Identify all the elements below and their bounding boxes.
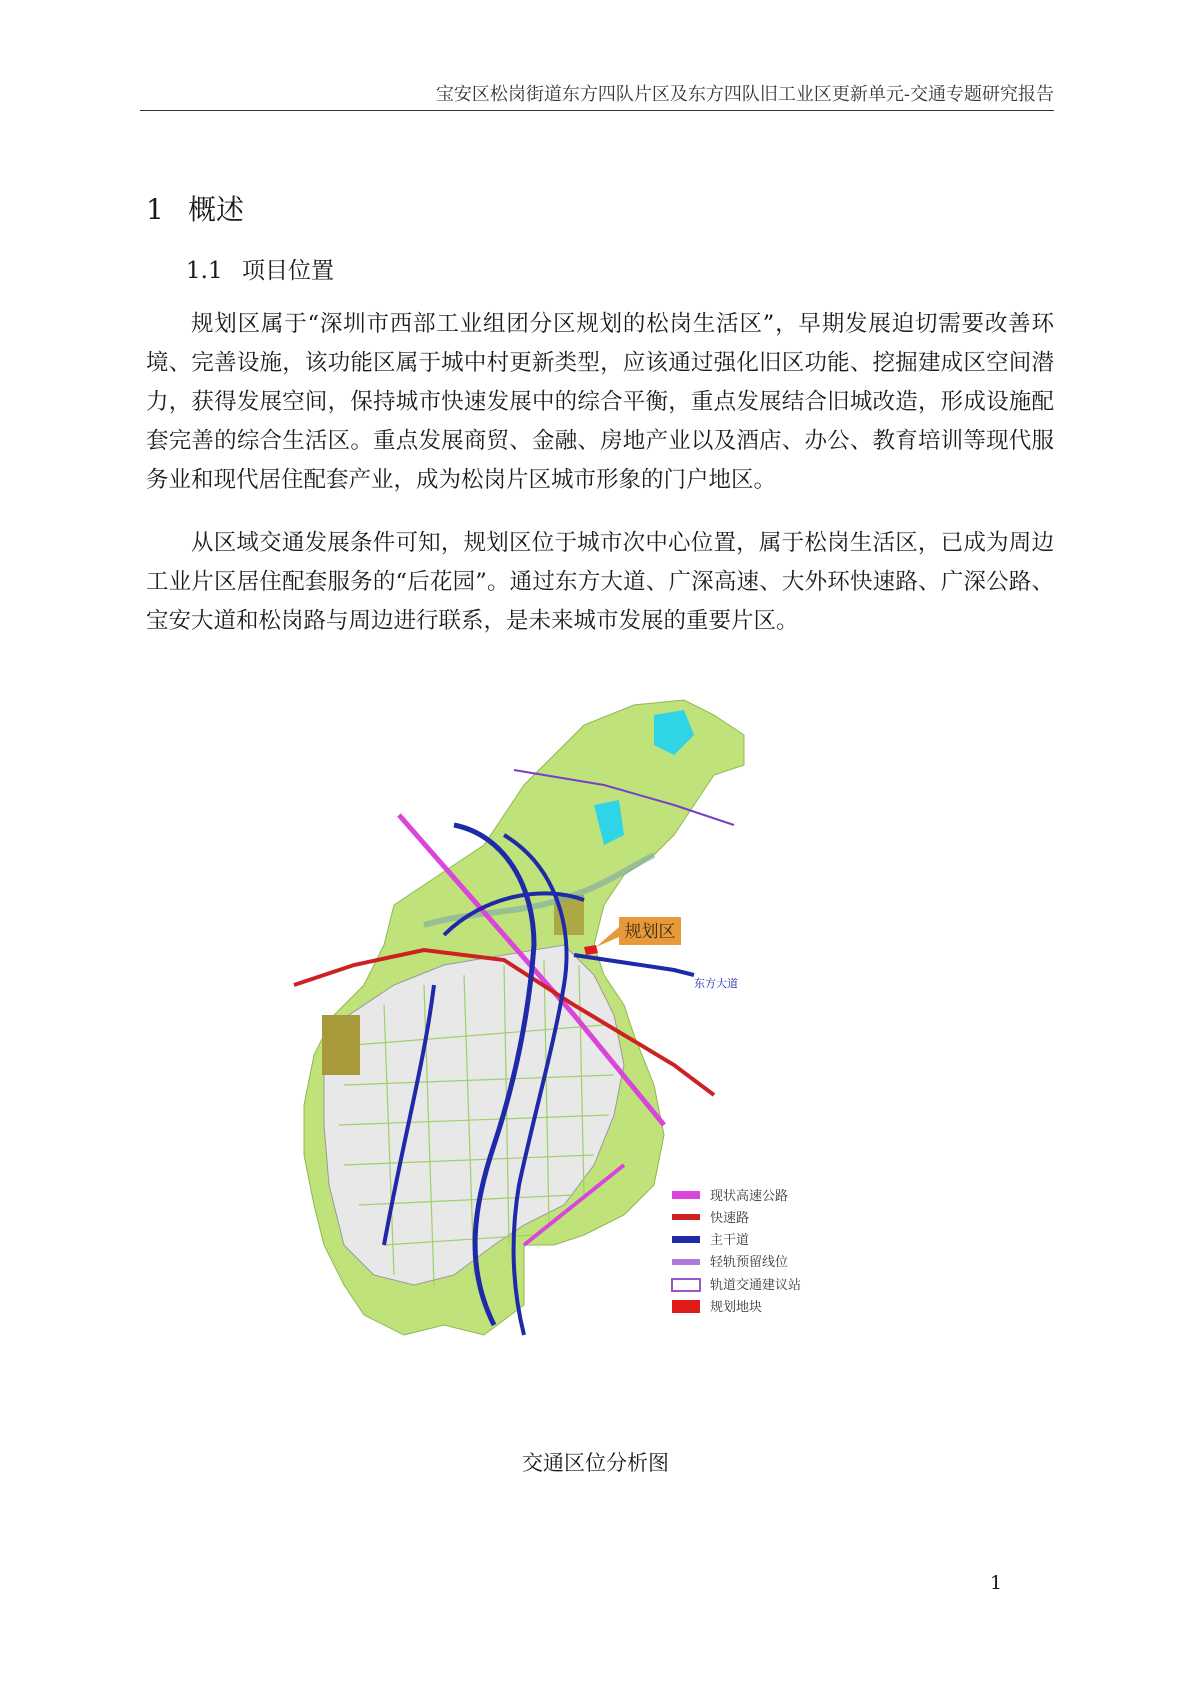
planning-area-callout [596,917,681,947]
traffic-location-map [274,685,914,1420]
legend-item-rail-station [672,1277,801,1293]
legend-label-rail-station: 轨道交通建议站 [710,1278,802,1293]
body-paragraph-2: 从区域交通发展条件可知，规划区位于城市次中心位置，属于松岗生活区，已成为周边工业片区居住配套服务的“后花园”。通过东方大道、广深高速、大外环快速路、广深公路、宝安大道和松岗路与周边进行联系，是未来城市发展的重要片区。 [146,530,1054,634]
legend-item-trunk-road [672,1233,749,1248]
legend-label-light-rail: 轻轨预留线位 [710,1255,789,1270]
subsection-heading [186,254,334,288]
olive-parcel-1 [322,1015,360,1075]
section-number: 1 [146,193,164,226]
planning-area-callout-text: 规划区 [624,922,676,942]
legend-item-expressway [672,1188,788,1204]
map-legend [672,1188,801,1315]
section-title: 概述 [188,193,245,226]
legend-item-planning-parcel [672,1299,762,1315]
running-header-title: 宝安区松岗街道东方四队片区及东方四队旧工业区更新单元-交通专题研究报告 [435,84,1054,105]
subsection-title: 项目位置 [242,258,334,284]
legend-label-fast-road: 快速路 [710,1211,750,1226]
map-figure [274,685,914,1420]
legend-item-light-rail [672,1254,788,1270]
legend-label-planning-parcel: 规划地块 [710,1300,763,1315]
legend-label-expressway: 现状高速公路 [710,1189,789,1204]
legend-item-fast-road [672,1210,749,1226]
page-number: 1 [990,1572,1003,1594]
body-paragraph-1: 规划区属于“深圳市西部工业组团分区规划的松岗生活区”，早期发展迫切需要改善环境、完善设施，该功能区属于城中村更新类型，应该通过强化旧区功能、挖掘建成区空间潜力，获得发展空间，保持城市快速发展中的综合平衡，重点发展结合旧城改造，形成设施配套完善的综合生活区。重点发展商贸、金融、房地产业以及酒店、办公、教育培训等现代服务业和现代居住配套产业，成为松岗片区城市形象的门户地区。 [146,311,1054,493]
figure-caption: 交通区位分析图 [522,1451,669,1475]
subsection-number: 1.1 [186,258,223,284]
section-heading [146,190,244,230]
running-header [140,80,1054,111]
legend-label-trunk-road: 主干道 [710,1233,750,1248]
road-label-dongfang: 东方大道 [694,977,738,990]
